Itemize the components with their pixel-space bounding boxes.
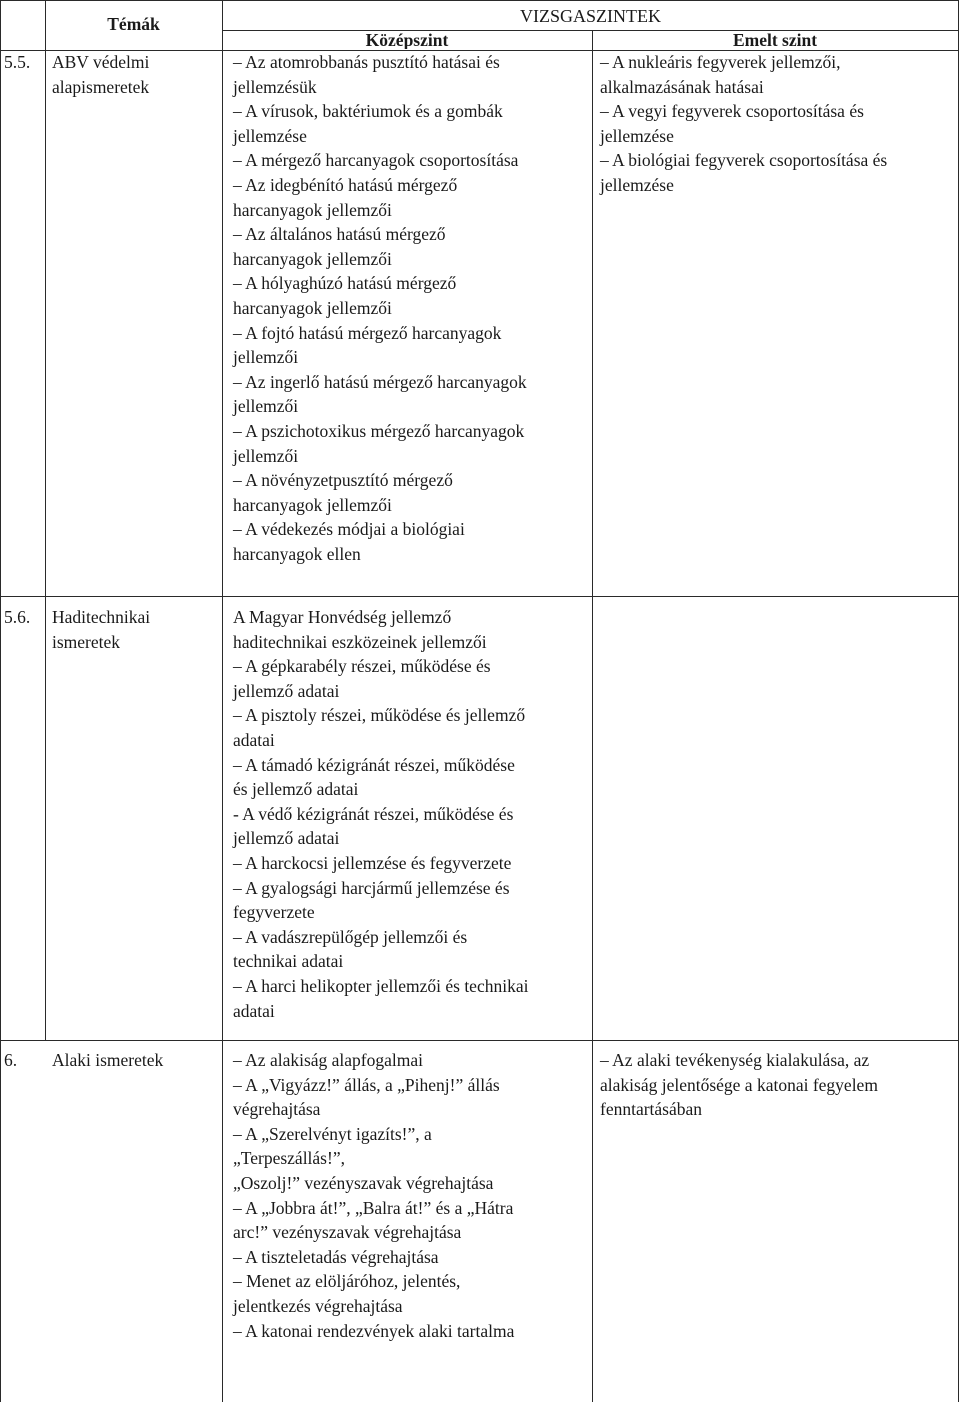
list-item: – A tiszteletadás végrehajtása (233, 1246, 439, 1267)
list-item: „Terpeszállás!”, (233, 1148, 345, 1169)
list-item: jellemzése (600, 174, 674, 195)
table-border-right (958, 0, 959, 1402)
topic-line: Haditechnikai (52, 607, 151, 627)
list-item: – A vadászrepülőgép jellemzői és (233, 926, 468, 947)
list-item: és jellemző adatai (233, 779, 359, 800)
list-item: – A harci helikopter jellemzői és technikai (233, 975, 529, 996)
list-item: – A gyalogsági harcjármű jellemzése és (233, 877, 510, 898)
topic-line: alapismeretek (52, 76, 150, 97)
list-item: arc!” vezényszavak végrehajtása (233, 1222, 462, 1243)
row-5-5-number: 5.5. (4, 52, 31, 72)
list-item: – Az alaki tevékenység kialakulása, az (600, 1050, 870, 1070)
list-item: – A pisztoly részei, működése és jellemző (233, 705, 526, 726)
table-divider-intermediate-advanced (592, 30, 593, 1402)
list-item: alkalmazásának hatásai (600, 76, 764, 97)
row-6-advanced (600, 1048, 878, 1122)
list-item: – A katonai rendezvények alaki tartalma (233, 1320, 515, 1341)
list-item: – A „Jobbra át!”, „Balra át!” és a „Hátra (233, 1197, 514, 1218)
list-item: jellemzői (233, 347, 299, 368)
list-item: jellemzői (233, 445, 299, 466)
topic-line: ABV védelmi (52, 52, 150, 72)
list-item: A Magyar Honvédség jellemző (233, 607, 452, 627)
list-item: – Az alakiság alapfogalmai (233, 1050, 423, 1070)
list-item: harcanyagok ellen (233, 543, 361, 564)
list-item: végrehajtása (233, 1099, 321, 1120)
list-item: jellemzése (233, 125, 307, 146)
row-5-6-topic (52, 605, 150, 654)
list-item: jelentkezés végrehajtása (233, 1295, 403, 1316)
list-item: jellemző adatai (233, 680, 340, 701)
list-item: – A „Vigyázz!” állás, a „Pihenj!” állás (233, 1074, 500, 1095)
header-topics: Témák (107, 14, 160, 34)
list-item: – A vírusok, baktériumok és a gombák (233, 101, 503, 122)
list-item: – A gépkarabély részei, működése és (233, 656, 491, 677)
list-item: jellemzésük (233, 76, 317, 97)
list-item: – A nukleáris fegyverek jellemzői, (600, 52, 841, 72)
header-intermediate: Középszint (365, 30, 449, 49)
list-item: – A fojtó hatású mérgező harcanyagok (233, 322, 502, 343)
table-divider-topic-intermediate (222, 0, 223, 1402)
list-item: technikai adatai (233, 951, 344, 972)
list-item: alakiság jelentősége a katonai fegyelem (600, 1074, 878, 1095)
list-item: „Oszolj!” vezényszavak végrehajtása (233, 1172, 494, 1193)
list-item: – A biológiai fegyverek csoportosítása és (600, 150, 888, 171)
list-item: adatai (233, 729, 275, 750)
list-item: – Menet az elöljáróhoz, jelentés, (233, 1271, 461, 1292)
list-item: – A támadó kézigránát részei, működése (233, 754, 515, 775)
list-item: fegyverzete (233, 902, 315, 923)
list-item: jellemző adatai (233, 828, 340, 849)
topic-line: Alaki ismeretek (52, 1050, 164, 1070)
table-border-top (0, 0, 959, 1)
list-item: harcanyagok jellemzői (233, 494, 392, 515)
list-item: – A „Szerelvényt igazíts!”, a (233, 1123, 432, 1144)
row-5-5-topic (52, 50, 149, 99)
list-item: jellemzői (233, 396, 299, 417)
list-item: haditechnikai eszközeinek jellemzői (233, 631, 487, 652)
row-divider-5-5 (0, 596, 959, 597)
list-item: adatai (233, 1000, 275, 1021)
list-item: – A hólyaghúzó hatású mérgező (233, 273, 457, 294)
table-divider-number-topic (45, 0, 46, 1040)
list-item: – Az általános hatású mérgező (233, 224, 446, 245)
list-item: harcanyagok jellemzői (233, 297, 392, 318)
list-item: – A növényzetpusztító mérgező (233, 470, 453, 491)
list-item: – A vegyi fegyverek csoportosítása és (600, 101, 864, 122)
topic-line: ismeretek (52, 631, 121, 652)
row-5-5-intermediate (233, 50, 527, 566)
list-item: – Az idegbénító hatású mérgező (233, 174, 458, 195)
row-6-topic (52, 1048, 163, 1073)
list-item: - A védő kézigránát részei, működése és (233, 803, 514, 824)
table-border-left (0, 0, 1, 1402)
row-5-6-number: 5.6. (4, 607, 31, 627)
list-item: – A védekezés módjai a biológiai (233, 519, 465, 540)
list-item: – Az atomrobbanás pusztító hatásai és (233, 52, 500, 72)
list-item: fenntartásában (600, 1099, 703, 1120)
list-item: – A pszichotoxikus mérgező harcanyagok (233, 420, 525, 441)
header-exam-levels: VIZSGASZINTEK (520, 6, 661, 26)
list-item: jellemzése (600, 125, 674, 146)
row-6-intermediate (233, 1048, 514, 1343)
row-5-6-intermediate (233, 605, 528, 1023)
list-item: – A mérgező harcanyagok csoportosítása (233, 150, 519, 171)
list-item: – A harckocsi jellemzése és fegyverzete (233, 852, 512, 873)
list-item: harcanyagok jellemzői (233, 248, 392, 269)
header-advanced: Emelt szint (732, 30, 818, 49)
row-5-5-advanced (600, 50, 887, 198)
list-item: harcanyagok jellemzői (233, 199, 392, 220)
row-6-number: 6. (4, 1050, 18, 1070)
row-divider-5-6 (0, 1040, 959, 1041)
list-item: – Az ingerlő hatású mérgező harcanyagok (233, 371, 527, 392)
